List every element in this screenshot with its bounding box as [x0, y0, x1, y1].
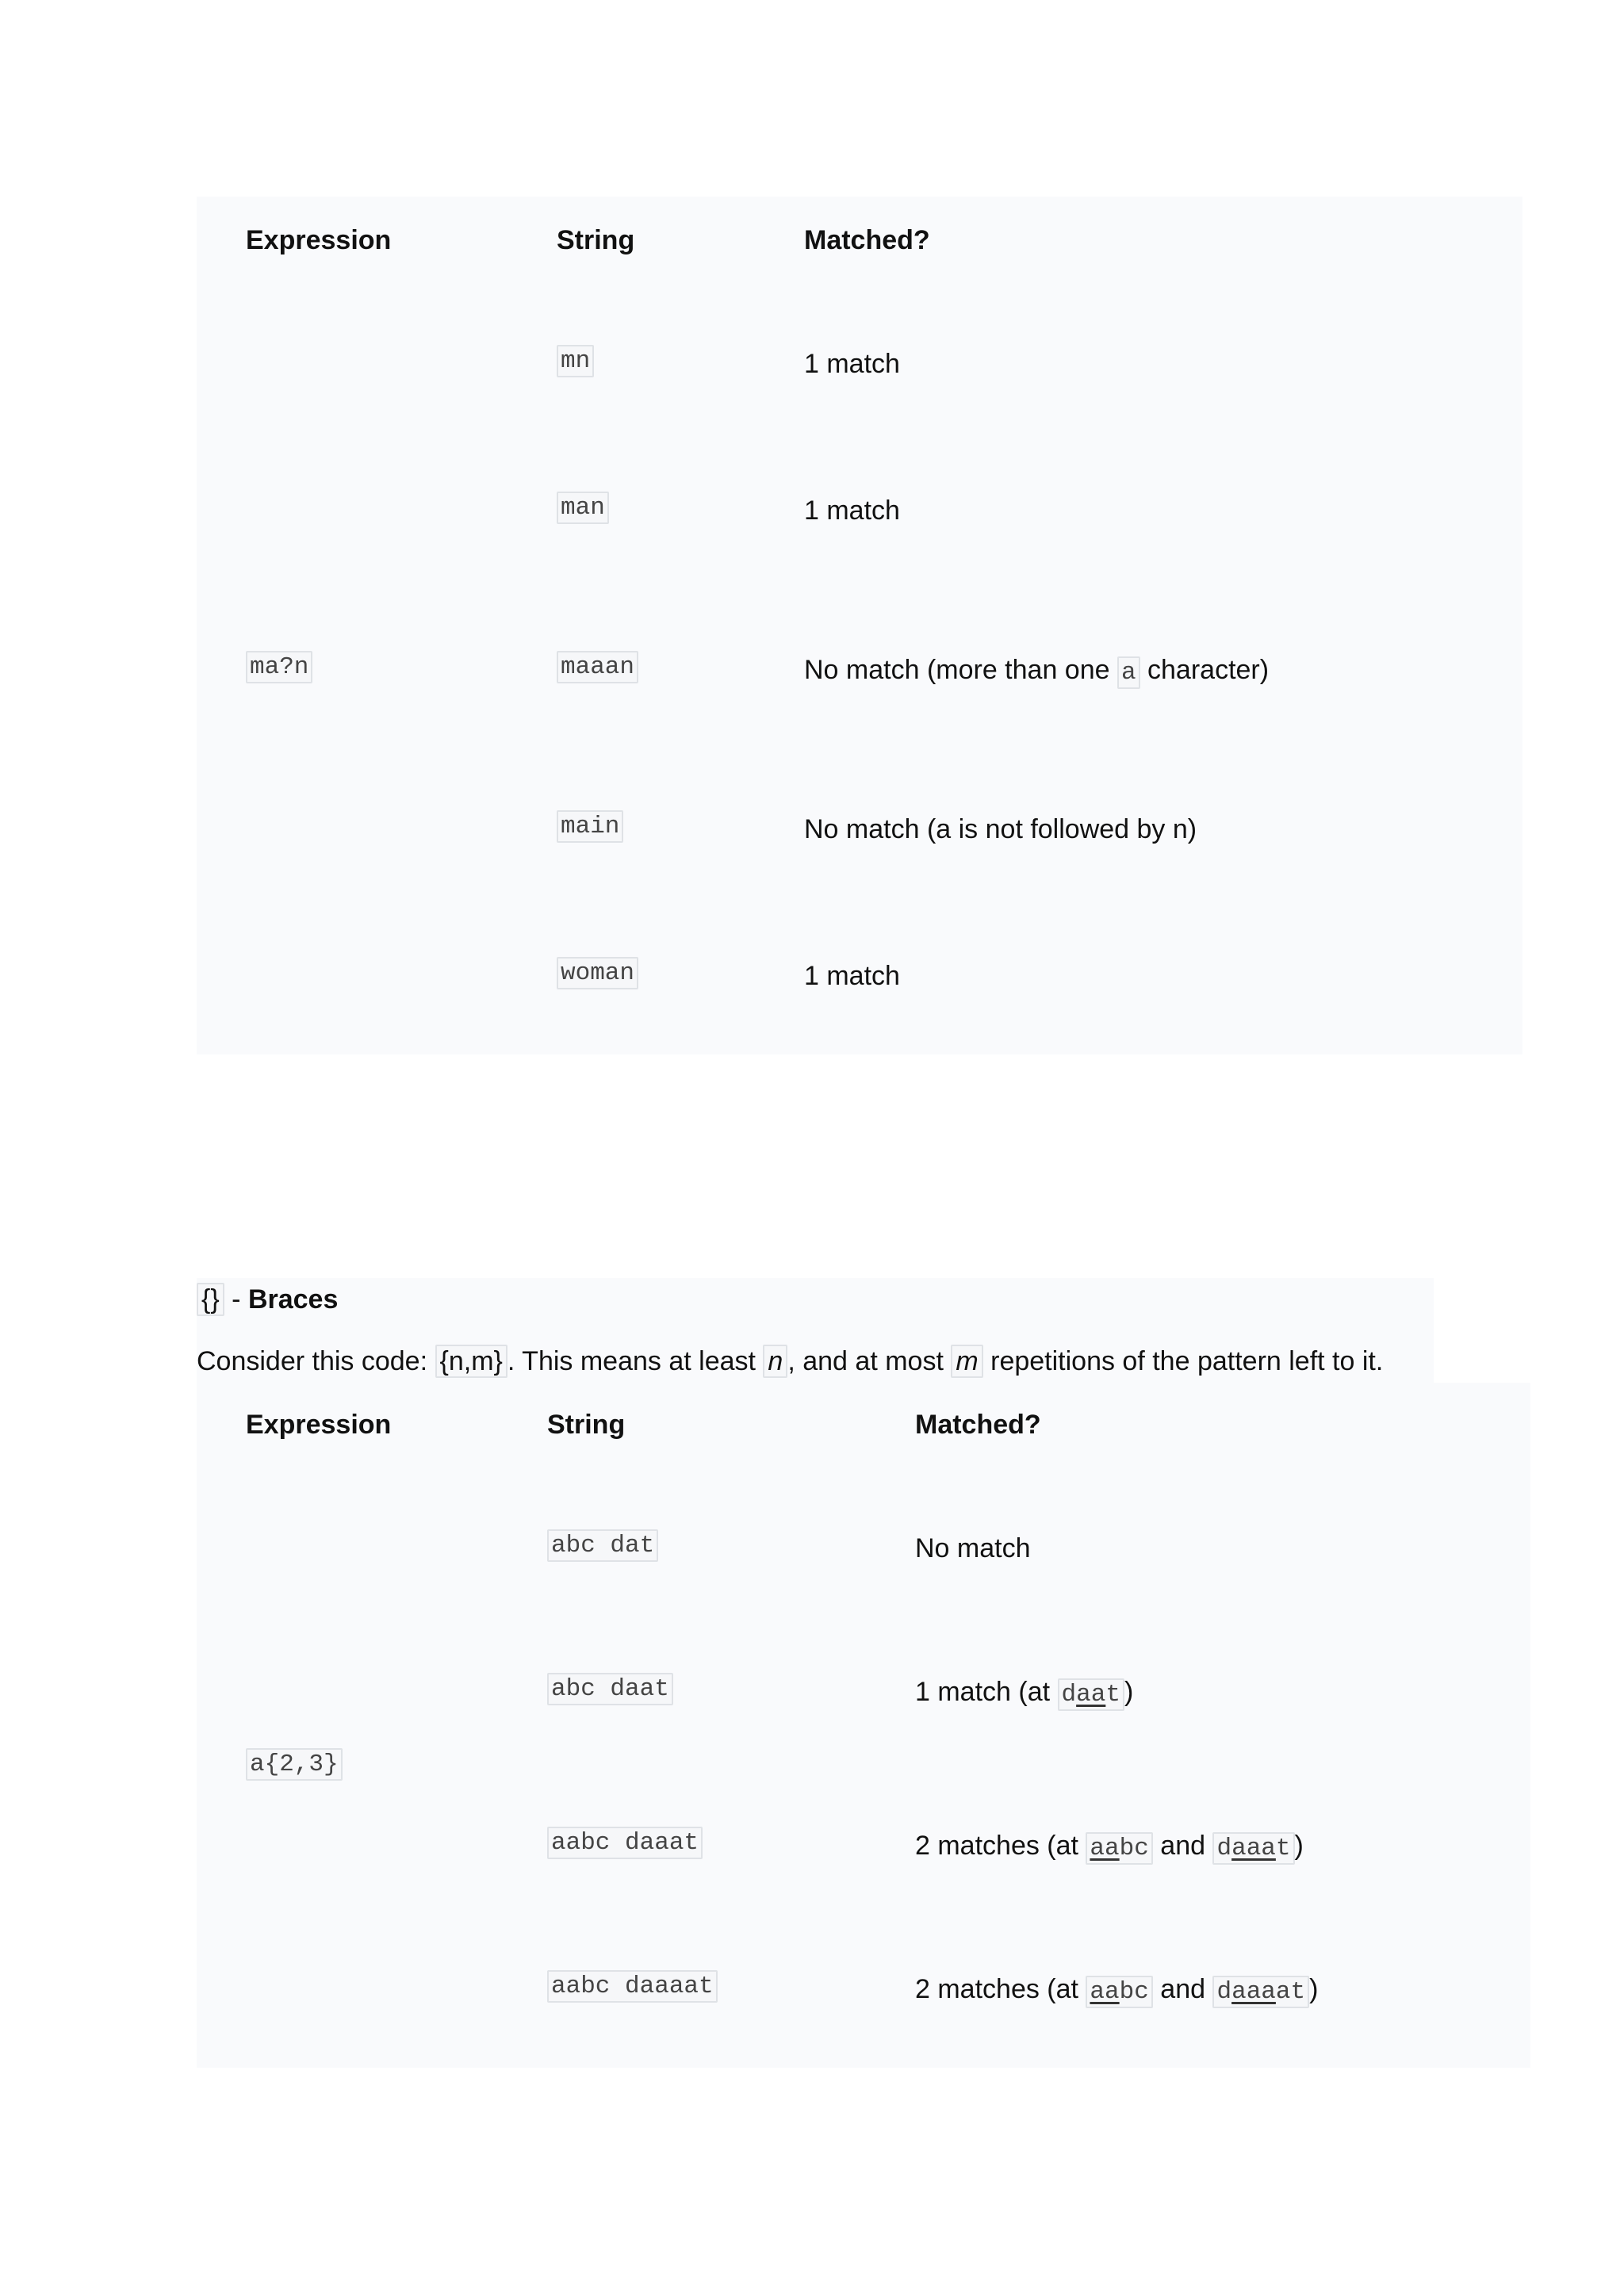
table-row [557, 814, 623, 839]
string-cell: maaan [557, 651, 638, 683]
table-1-header-matched: Matched? [804, 225, 930, 255]
table-row [557, 655, 638, 679]
result-cell: No match (a is not followed by n) [804, 814, 1197, 844]
table-1-header-expression: Expression [246, 225, 392, 255]
result-cell: No match (more than one a character) [804, 656, 1269, 685]
braces-symbol: {} [197, 1283, 224, 1316]
section-description: Consider this code: {n,m} . This means at least n , and at most m repetitions of the pattern left to it. [197, 1346, 1384, 1376]
string-cell: abc daat [547, 1673, 673, 1705]
result-cell: 2 matches (at aabc and daaaat ) [915, 1976, 1318, 2004]
table-row [557, 349, 594, 373]
string-cell: aabc daaaat [547, 1970, 718, 2003]
table-2-expression: a{2,3} [246, 1752, 343, 1777]
string-cell: man [557, 492, 609, 524]
result-cell: 2 matches (at aabc and daaat ) [915, 1832, 1304, 1861]
string-cell: mn [557, 345, 594, 377]
inline-code: daat [1058, 1678, 1124, 1711]
result-cell: 1 match [804, 349, 900, 379]
table-row [557, 961, 638, 985]
table-2-header-string: String [547, 1410, 626, 1440]
table-2-header-matched: Matched? [915, 1410, 1041, 1440]
result-cell: 1 match (at daat ) [915, 1678, 1133, 1707]
inline-code: daaat [1212, 1832, 1294, 1865]
table-row [547, 1533, 658, 1558]
inline-code: aabc [1086, 1832, 1152, 1865]
inline-code: daaaat [1212, 1976, 1309, 2008]
section-heading: {} - Braces [197, 1286, 338, 1313]
string-cell: aabc daaat [547, 1827, 703, 1859]
string-cell: abc dat [547, 1529, 658, 1562]
result-cell: 1 match [804, 961, 900, 991]
table-row [547, 1831, 703, 1855]
result-cell: 1 match [804, 496, 900, 526]
table-row [547, 1974, 718, 1999]
table-1 [197, 197, 1522, 1054]
inline-code: a [1117, 656, 1140, 689]
table-1-header-string: String [557, 225, 635, 255]
string-cell: main [557, 810, 623, 843]
result-cell: No match [915, 1533, 1031, 1563]
string-cell: woman [557, 957, 638, 989]
table-row [547, 1677, 673, 1701]
table-2 [197, 1383, 1530, 2068]
inline-code: aabc [1086, 1976, 1152, 2008]
table-row [557, 496, 609, 520]
table-2-header-expression: Expression [246, 1410, 392, 1440]
inline-code: {n,m} [435, 1345, 508, 1378]
table-1-expression: ma?n [246, 655, 312, 679]
